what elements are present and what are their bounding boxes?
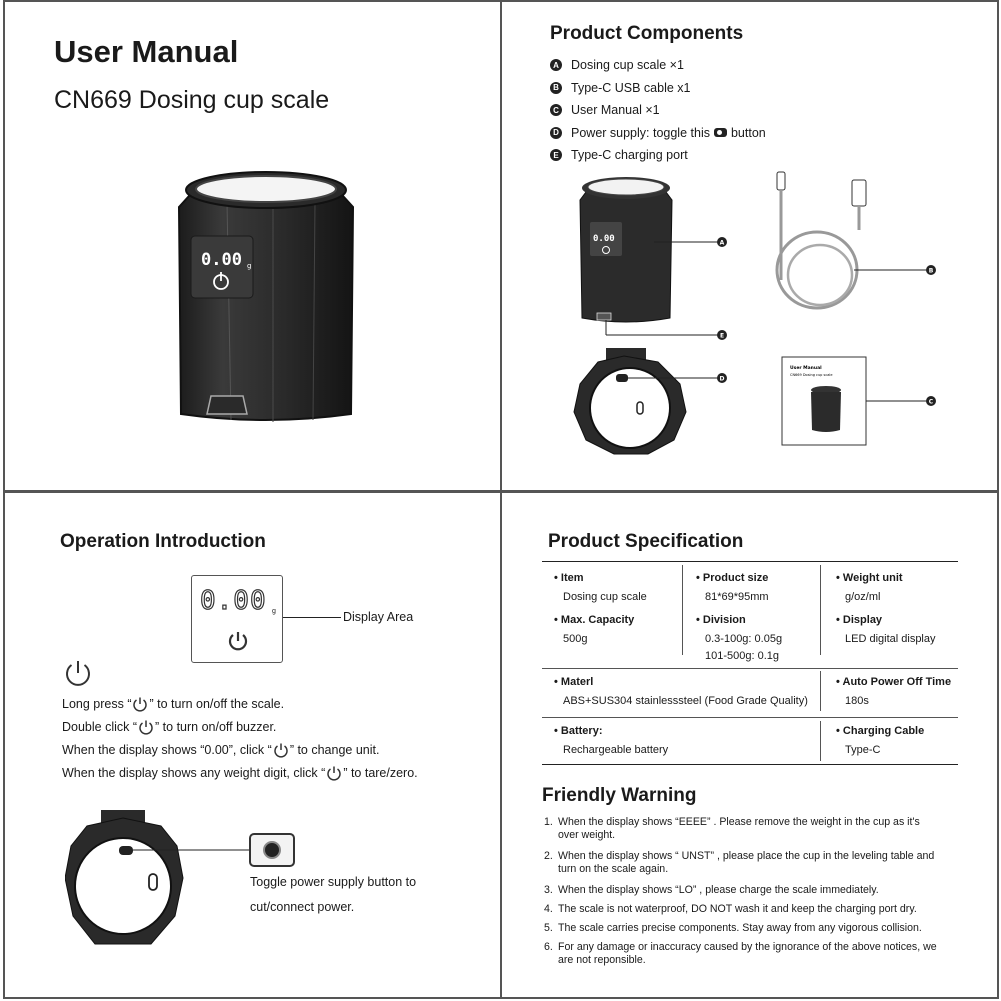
spec-rule [542, 561, 958, 562]
spec-charging-cable: • Charging Cable Type-C [836, 725, 925, 756]
power-icon [132, 696, 148, 712]
spec-size: • Product size 81*69*95mm • Division 0.3-100g: 0.05g 101-500g: 0.1g [696, 572, 783, 663]
component-item: C User Manual ×1 [550, 99, 766, 122]
instruction-line: When the display shows “0.00”, click “ ” to change unit. [62, 742, 380, 757]
svg-text:A: A [719, 239, 725, 247]
scale-product-image [165, 162, 365, 427]
display-unit: g [272, 608, 276, 615]
scale-bottom-view-image [65, 806, 265, 956]
toggle-switch-icon [249, 833, 295, 867]
display-area-diagram [191, 575, 283, 663]
power-icon [63, 658, 93, 688]
mini-manual-subtitle: CN669 Dosing cup scale [790, 373, 833, 377]
mini-manual-title: User Manual [790, 366, 822, 371]
display-leader-line [283, 617, 341, 618]
instruction-line: Long press “ ” to turn on/off the scale. [62, 696, 285, 711]
component-item: E Type-C charging port [550, 144, 766, 167]
components-list [550, 54, 766, 167]
manual-title: User Manual [54, 34, 239, 69]
spec-auto-power-off: • Auto Power Off Time 180s [836, 676, 952, 707]
warning-title: Friendly Warning [542, 785, 697, 806]
svg-text:D: D [719, 375, 725, 383]
warning-item: 5. The scale carries precise components. Stay away from any vigorous collision. [544, 922, 922, 934]
spec-item: • Item Dosing cup scale • Max. Capacity 500g [554, 572, 647, 646]
warning-item: 1. When the display shows “EEEE” . Please remove the weight in the cup as it's over weight. [544, 816, 920, 841]
specification-panel [500, 491, 999, 999]
power-icon [273, 742, 289, 758]
warning-item: 6. For any damage or inaccuracy caused by the ignorance of the above notices, we are not reponsible. [544, 941, 937, 966]
svg-text:0.00: 0.00 [593, 234, 615, 244]
warning-item: 2. When the display shows “ UNST” , please place the cup in the leveling table and turn on the scale again. [544, 850, 935, 875]
svg-text:E: E [719, 332, 725, 340]
device-unit: g [247, 262, 252, 270]
spec-unit: • Weight unit g/oz/ml • Display LED digital display [836, 572, 936, 646]
component-item: A Dosing cup scale ×1 [550, 54, 766, 77]
manual-subtitle: CN669 Dosing cup scale [54, 86, 330, 114]
component-item: B Type-C USB cable x1 [550, 77, 766, 100]
components-title: Product Components [550, 23, 744, 44]
instruction-line: Double click “ ” to turn on/off buzzer. [62, 719, 277, 734]
toggle-button-icon [714, 128, 727, 137]
components-diagram [562, 170, 947, 460]
operation-panel [3, 491, 502, 999]
power-icon [326, 765, 342, 781]
power-icon [138, 719, 154, 735]
spec-battery: • Battery: Rechargeable battery [554, 725, 669, 756]
power-icon [227, 630, 249, 652]
warning-item: 3. When the display shows “LO” , please charge the scale immediately. [544, 884, 879, 896]
device-display-digits: 0.00 [201, 250, 242, 270]
svg-text:B: B [928, 267, 934, 275]
toggle-caption-line2: cut/connect power. [250, 900, 355, 914]
spec-title: Product Specification [548, 531, 744, 552]
operation-instructions [62, 692, 418, 784]
component-item: D Power supply: toggle this button [550, 122, 766, 145]
svg-text:C: C [928, 398, 934, 406]
components-panel [500, 0, 999, 492]
warning-item: 4. The scale is not waterproof, DO NOT wash it and keep the charging port dry. [544, 903, 917, 915]
operation-title: Operation Introduction [60, 531, 266, 552]
instruction-line: When the display shows any weight digit, click “ ” to tare/zero. [62, 765, 418, 780]
manual-panel [3, 0, 502, 492]
display-area-label: Display Area [343, 610, 414, 624]
display-digits: 0.00 [200, 586, 267, 616]
toggle-caption-line1: Toggle power supply button to [250, 875, 417, 889]
spec-material: • Materl ABS+SUS304 stainlesssteel (Food Grade Quality) [554, 676, 808, 707]
warning-list [544, 816, 974, 967]
